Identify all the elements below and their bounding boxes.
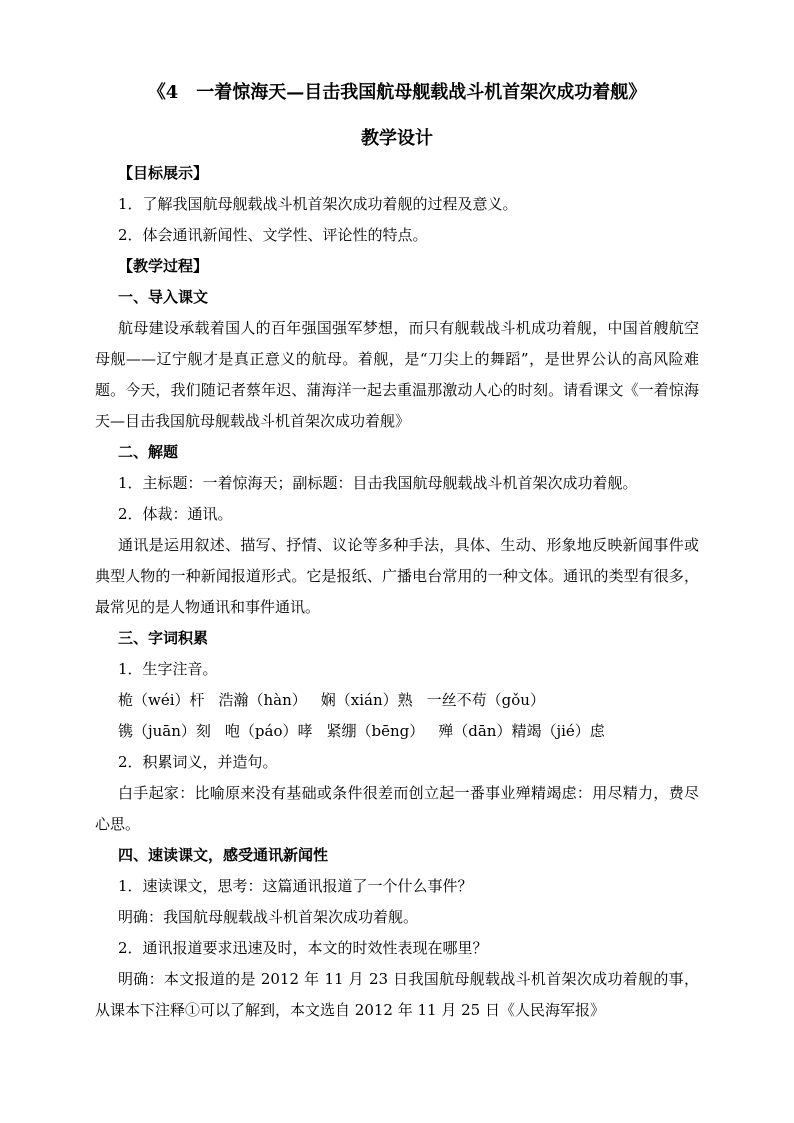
zici-item-2: 2．积累词义，并造句。	[118, 753, 278, 771]
heading-intro: 一、导入课文	[118, 288, 209, 306]
document-body	[95, 78, 699, 1026]
section-goal-heading: 【目标展示】	[118, 164, 209, 182]
pinyin-row-1	[95, 685, 699, 716]
pinyin-word: 殚（dān）精竭（jié）虑	[438, 722, 605, 740]
zici-item-1: 1．生字注音。	[118, 660, 218, 678]
heading-sudu: 四、速读课文，感受通讯新闻性	[118, 846, 329, 864]
goal-item-1: 1．了解我国航母舰载战斗机首架次成功着舰的过程及意义。	[118, 195, 518, 213]
pinyin-row-2	[95, 716, 699, 747]
pinyin-word: 镌（juān）刻	[118, 722, 211, 740]
jieti-item-2: 2．体裁：通讯。	[118, 505, 233, 523]
pinyin-word: 紧绷（bēng）	[326, 722, 425, 740]
pinyin-word: 浩瀚（hàn）	[218, 691, 307, 709]
heading-zici: 三、字词积累	[118, 629, 209, 647]
pinyin-word: 桅（wéi）杆	[118, 691, 205, 709]
jieti-item-1: 1．主标题：一着惊海天；副标题：目击我国航母舰载战斗机首架次成功着舰。	[118, 474, 638, 492]
pinyin-word: 咆（páo）哮	[224, 722, 313, 740]
goal-item-2: 2．体会通讯新闻性、文学性、评论性的特点。	[118, 226, 428, 244]
heading-jieti: 二、解题	[118, 443, 179, 461]
doc-title: 《4 一着惊海天—目击我国航母舰载战斗机首架次成功着舰》	[147, 82, 647, 103]
question-2: 2．通讯报道要求迅速及时，本文的时效性表现在哪里？	[118, 939, 488, 957]
paragraph-tongxun: 通讯是运用叙述、描写、抒情、议论等多种手法，具体、生动、形象地反映新闻事件或典型人物的一种新闻报道形式。它是报纸、广播电台常用的一种文体。通讯的类型有很多，最常见的是人物通讯和事件通讯。	[95, 536, 699, 616]
answer-1: 明确：我国航母舰载战斗机首架次成功着舰。	[118, 908, 419, 926]
pinyin-word: 一丝不苟（gǒu）	[426, 691, 545, 709]
pinyin-word: 娴（xián）熟	[320, 691, 413, 709]
doc-subtitle: 教学设计	[361, 128, 433, 149]
question-1: 1．速读课文，思考：这篇通讯报道了一个什么事件？	[118, 877, 473, 895]
paragraph-answer-2: 明确：本文报道的是 2012 年 11 月 23 日我国航母舰载战斗机首架次成功着舰的事，从课本下注释①可以了解到，本文选自 2012 年 11 月 25 日《人民海军报》	[95, 970, 699, 1019]
paragraph-intro: 航母建设承载着国人的百年强国强军梦想，而只有舰载战斗机成功着舰，中国首艘航空母舰——辽宁舰才是真正意义的航母。着舰，是“刀尖上的舞蹈”，是世界公认的高风险难题。今天，我们随记者蔡年迟、蒲海洋一起去重温那激动人心的时刻。请看课文《一着惊海天—目击我国航母舰载战斗机首架次成功着舰》	[95, 319, 699, 430]
section-process-heading: 【教学过程】	[118, 257, 209, 275]
paragraph-ciyi: 白手起家：比喻原来没有基础或条件很差而创立起一番事业殚精竭虑：用尽精力，费尽心思。	[95, 784, 699, 833]
